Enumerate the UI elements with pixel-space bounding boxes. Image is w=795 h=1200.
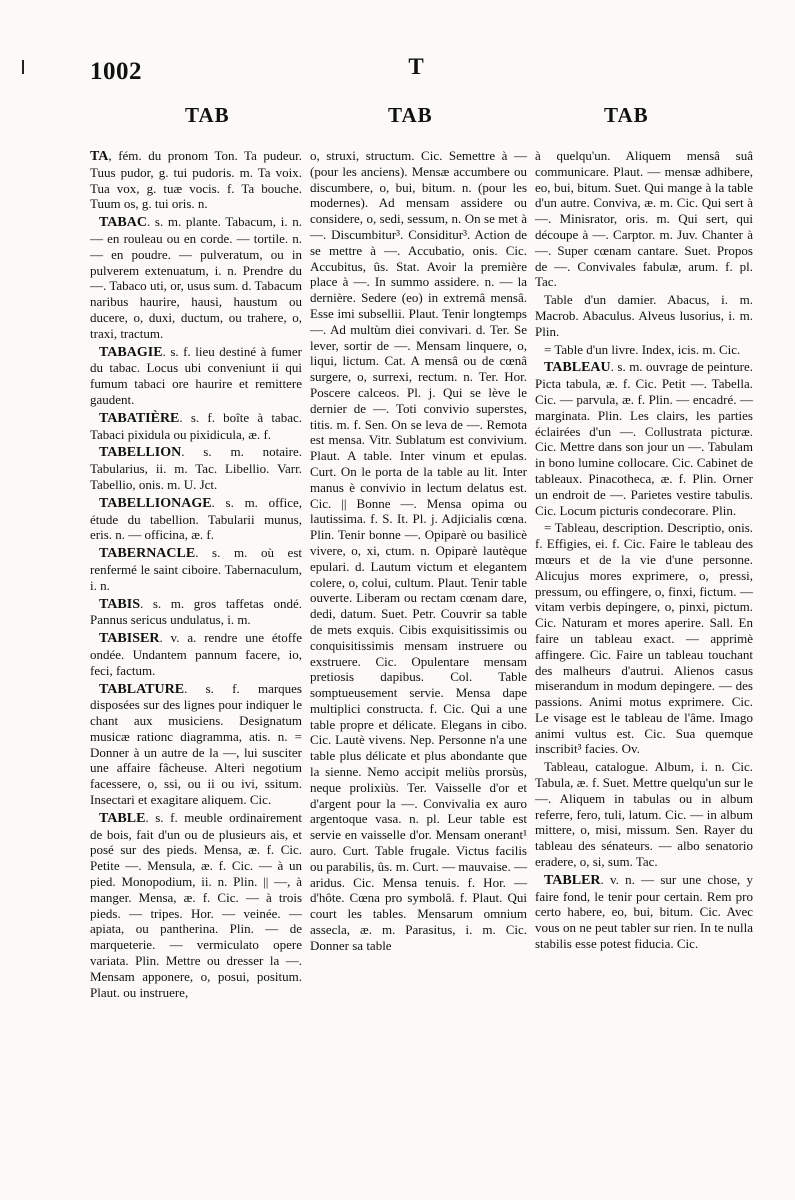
entry-headword: TABAC <box>99 215 147 231</box>
entry-text: . s. m. gros taffetas ondé. Pannus sericus undulatus, i. m. <box>90 595 302 628</box>
entry-headword: TA <box>90 149 109 164</box>
entry-text: . v. a. rendre une étoffe ondée. Undantem pannum facere, io, feci, factum. <box>90 630 302 678</box>
column-3 <box>535 148 753 954</box>
column-2 <box>310 148 527 956</box>
dictionary-entry <box>90 344 302 408</box>
letter-heading: T <box>408 54 424 79</box>
column-heading-1: TAB <box>185 103 230 127</box>
margin-mark <box>22 60 24 74</box>
dictionary-entry <box>535 342 753 358</box>
entry-text: . s. f. meuble ordinairement de bois, fait d'un ou de plusieurs ais, et posé sur des pieds. Mensa, æ. f. Cic. Petite —. Mensula, æ. f. Cic. — à un pied. Monopodium, ii. n. Plin. || —, à manger. Mensa, æ. f. Cic. — à trois pieds. — tripes. Hor. — veinée. — apiata, ou pantherina. Plin. — de marqueterie. — vermiculato opere variata. Plin. Mettre ou dresser la —. Mensam apponere, o, posui, positum. Plaut. ou instruere, <box>90 809 302 1000</box>
entry-headword: TABELLION <box>99 445 182 461</box>
entry-text: = Table d'un livre. Index, icis. m. Cic. <box>544 341 741 357</box>
entry-text: . s. f. boîte à tabac. Tabaci pixidula ou pixidicula, æ. f. <box>90 409 302 442</box>
entry-headword: TABLEAU <box>544 360 611 376</box>
column-heading-2: TAB <box>388 103 433 127</box>
dictionary-entry <box>90 681 302 808</box>
dictionary-entry <box>90 148 302 212</box>
entry-text: . s. m. plante. Tabacum, i. n. — en rouleau ou en corde. — tortile. n. — en poudre. — pulveratum, ou in pulverem extenuatum, i. n. Prendre du —. Tabaco uti, or, usus sum. d. Tabacum naribus haurire, hausi, haustum ou ducere, o, duxi, ductum, ou trahere, o, traxi, tractum. <box>90 214 302 341</box>
entry-text: , fém. du pronom Ton. Ta pudeur. Tuus pudor, g. tui pudoris. m. Ta voix. Tua vox, g. tuæ vocis. f. Ta bouche. Tuum os, g. tui oris. n. <box>90 148 302 212</box>
entry-headword: TABIS <box>99 596 140 612</box>
dictionary-entry <box>90 444 302 492</box>
page-number: 1002 <box>90 58 142 85</box>
entry-text: . s. m. office, étude du tabellion. Tabularii munus, eris. n. — officina, æ. f. <box>90 494 302 543</box>
dictionary-entry <box>535 872 753 952</box>
entry-text: Table d'un damier. Abacus, i. m. Macrob. Abaculus. Alveus lusorius, i. m. Plin. <box>535 292 753 339</box>
entry-text: . s. f. lieu destiné à fumer du tabac. Locus ubi conveniunt ii qui fumum tabaci ore haurire et remittere gaudent. <box>90 343 302 407</box>
entry-headword: TABATIÈRE <box>99 410 180 426</box>
dictionary-entry <box>90 630 302 678</box>
dictionary-entry <box>535 520 753 757</box>
entry-text: à quelqu'un. Aliquem mensâ suâ communicare. Plaut. — mensæ adhibere, eo, bui, bitum. Suet. Qui mange à la table d'un autre. Conviva, æ. m. Cic. Qui sert à —. Minisrator, oris. m. Qui sert, qui découpe à —. Carptor. m. Juv. Chanter à —. Super cœnam cantare. Suet. Propos de —. Convivales fabulæ, arum. f. pl. Tac. <box>535 148 753 290</box>
dictionary-entry <box>535 292 753 339</box>
dictionary-entry <box>90 596 302 629</box>
entry-text: . s. m. notaire. Tabularius, ii. m. Tac. Libellio. Varr. Tabellio, onis. m. U. Jct. <box>90 444 302 492</box>
entry-headword: TABISER <box>99 631 160 647</box>
column-heading-3: TAB <box>604 103 649 127</box>
dictionary-entry <box>90 214 302 341</box>
dictionary-entry <box>310 148 527 954</box>
entry-headword: TABLE <box>99 810 146 826</box>
entry-headword: TABERNACLE <box>99 546 196 562</box>
dictionary-entry <box>90 495 302 543</box>
entry-headword: TABLER <box>544 872 601 888</box>
column-1 <box>90 148 302 1002</box>
dictionary-entry <box>535 759 753 870</box>
entry-text: . s. f. marques disposées sur des lignes pour indiquer le chant aux musiciens. Designatum musicæ rationc diagramma, atis. n. = Donner à un autre de la —, lui susciter une affaire fâcheuse. Alteri negotium facessere, o, ssi, ou ii ou ivi, ssitum. Insectari et exagitare aliquem. Cic. <box>90 680 302 808</box>
dictionary-entry <box>90 810 302 1001</box>
entry-text: . s. m. ouvrage de peinture. Picta tabula, æ. f. Cic. Petit —. Tabella. Cic. — parvula, æ. f. Plin. — encadré. — marginata. Plin. Les clairs, les parties éclairées d'un —. Collustrata picturæ. Cic. Mettre dans son jour un —. Tabulam in bono lumine collocare. Cic. Cabinet de tableaux. Pinacotheca, æ. f. Plin. Orner un endroit de —. Parietes vestire tabulis. Cic. Locum picturis condecorare. Plin. <box>535 359 753 518</box>
entry-text: = Tableau, description. Descriptio, onis. f. Effigies, ei. f. Cic. Faire le tableau des mœurs et de la vie d'une personne. Alicujus mores exprimere, o, pressi, pressum, ou effingere, o, finxi, fictum. — vitam verbis depingere, o, pinxi, pictum. Cic. Naturam et mores aperire. Sall. En faire un tableau exact. — apprimè affingere. Cic. Faire un tableau touchant des malheurs d'autrui. Alienos casus miserandum in modum depingere. — des passions. Animi motus exprimere. Cic. Le visage est le tableau de l'âme. Imago animi vultus est. Cic. Sua quemque inscribit³ facies. Ov. <box>535 520 753 757</box>
dictionary-entry <box>535 359 753 518</box>
dictionary-entry <box>535 148 753 290</box>
dictionary-entry <box>90 410 302 443</box>
entry-headword: TABLATURE <box>99 681 185 697</box>
entry-headword: TABAGIE <box>99 344 163 360</box>
entry-headword: TABELLIONAGE <box>99 495 212 511</box>
entry-text: Tableau, catalogue. Album, i. n. Cic. Tabula, æ. f. Suet. Mettre quelqu'un sur le —. Aliquem in tabulas ou in album referre, fero, tuli, latum. Cic. — in album mittere, o, misi, missum. Sen. Rayer du tableau des sénateurs. — albo senatorio eradere, o, si, sum. Tac. <box>535 759 753 870</box>
entry-text: o, struxi, structum. Cic. Semettre à — (pour les anciens). Mensæ accumbere ou discumbere, o, bui, bitum. n. (pour les modernes). Ad mensam assidere ou considere, o, sedi, sessum, n. On se met à —. Discumbitur³. Considitur³. Action de se mettre à —. Accubatio, onis. Cic. Accubitus, ûs. Stat. Avoir la première place à —. In summo assidere. n. — la dernière. Sedere (eo) in extremâ mensâ. Esse imi subsellii. Plaut. Tenir longtemps —. Ad multùm diei convivari. d. Ter. Se lever, sortir de —. Mensam linquere, o, liqui, lictum. Cat. A mensâ ou de cœnâ surgere, o, surrexi, rectum. n. Ter. Hor. Poscere calceos. Pl. j. Qui se lève le dernier de —. Toti convivio superstes, titis. m. f. Sen. On se leva de —. Remota est mensa. Vitr. Sublatum est convivium. Plaut. A table. Inter vinum et epulas. Curt. On le porta de la table au lit. Inter manus è convivio in lectum delatus est. Cic. || Bonne —. Mensa opima ou lautissima. f. S. It. Pl. j. Adjicialis cœna. Plin. Tenir bonne —. Opiparè ou basilicè vivere, o, xi, ctum. n. Opiparè lautèque epulari. d. Lautum victum et elegantem colere, o, colui, cultum. Plaut. Tenir table ouverte. Liberam ou rectam cœnam dare, dedi, datum. Suet. Petr. Couvrir sa table de mets exquis. Cibis exquisitissimis ou conquisitissimis mensam instruere ou exstruere. Cic. Opulentare mensam pretiosis dapibus. Col. Table somptueusement servie. Mensa dape multiplici constructa. f. Cic. Qui a une table propre et délicate. Elegans in cibo. Cic. Lautè vivens. Nep. Personne n'a une table plus délicate et plus abondante que la sienne. Nemo accipit meliùs prorsùs, neque prolixiùs. Ter. Vaisselle d'or et d'argent pour la —. Convivalia ex auro argentoque vasa. n. pl. Leur table est servie en vaisselle d'or. Mensam onerant¹ auro. Curt. Table frugale. Victus facilis ou parabilis, ûs. m. Curt. — mauvaise. — aridus. Cic. Mensa tenuis. f. Hor. — d'hôte. Cœna pro symbolâ. f. Plaut. Qui court les tables. Mensarum omnium assecla, æ. m. Parasitus, i. m. Cic. Donner sa table <box>310 148 527 953</box>
entry-text: . s. m. où est renfermé le saint ciboire. Tabernaculum, i. n. <box>90 545 302 593</box>
entry-text: . v. n. — sur une chose, y faire fond, le tenir pour certain. Rem pro certo habere, eo, bui, bitum. Cic. Avec vous on ne peut tabler sur rien. In te nulla stabilis esse potest fiducia. Cic. <box>535 871 753 952</box>
dictionary-entry <box>90 545 302 593</box>
